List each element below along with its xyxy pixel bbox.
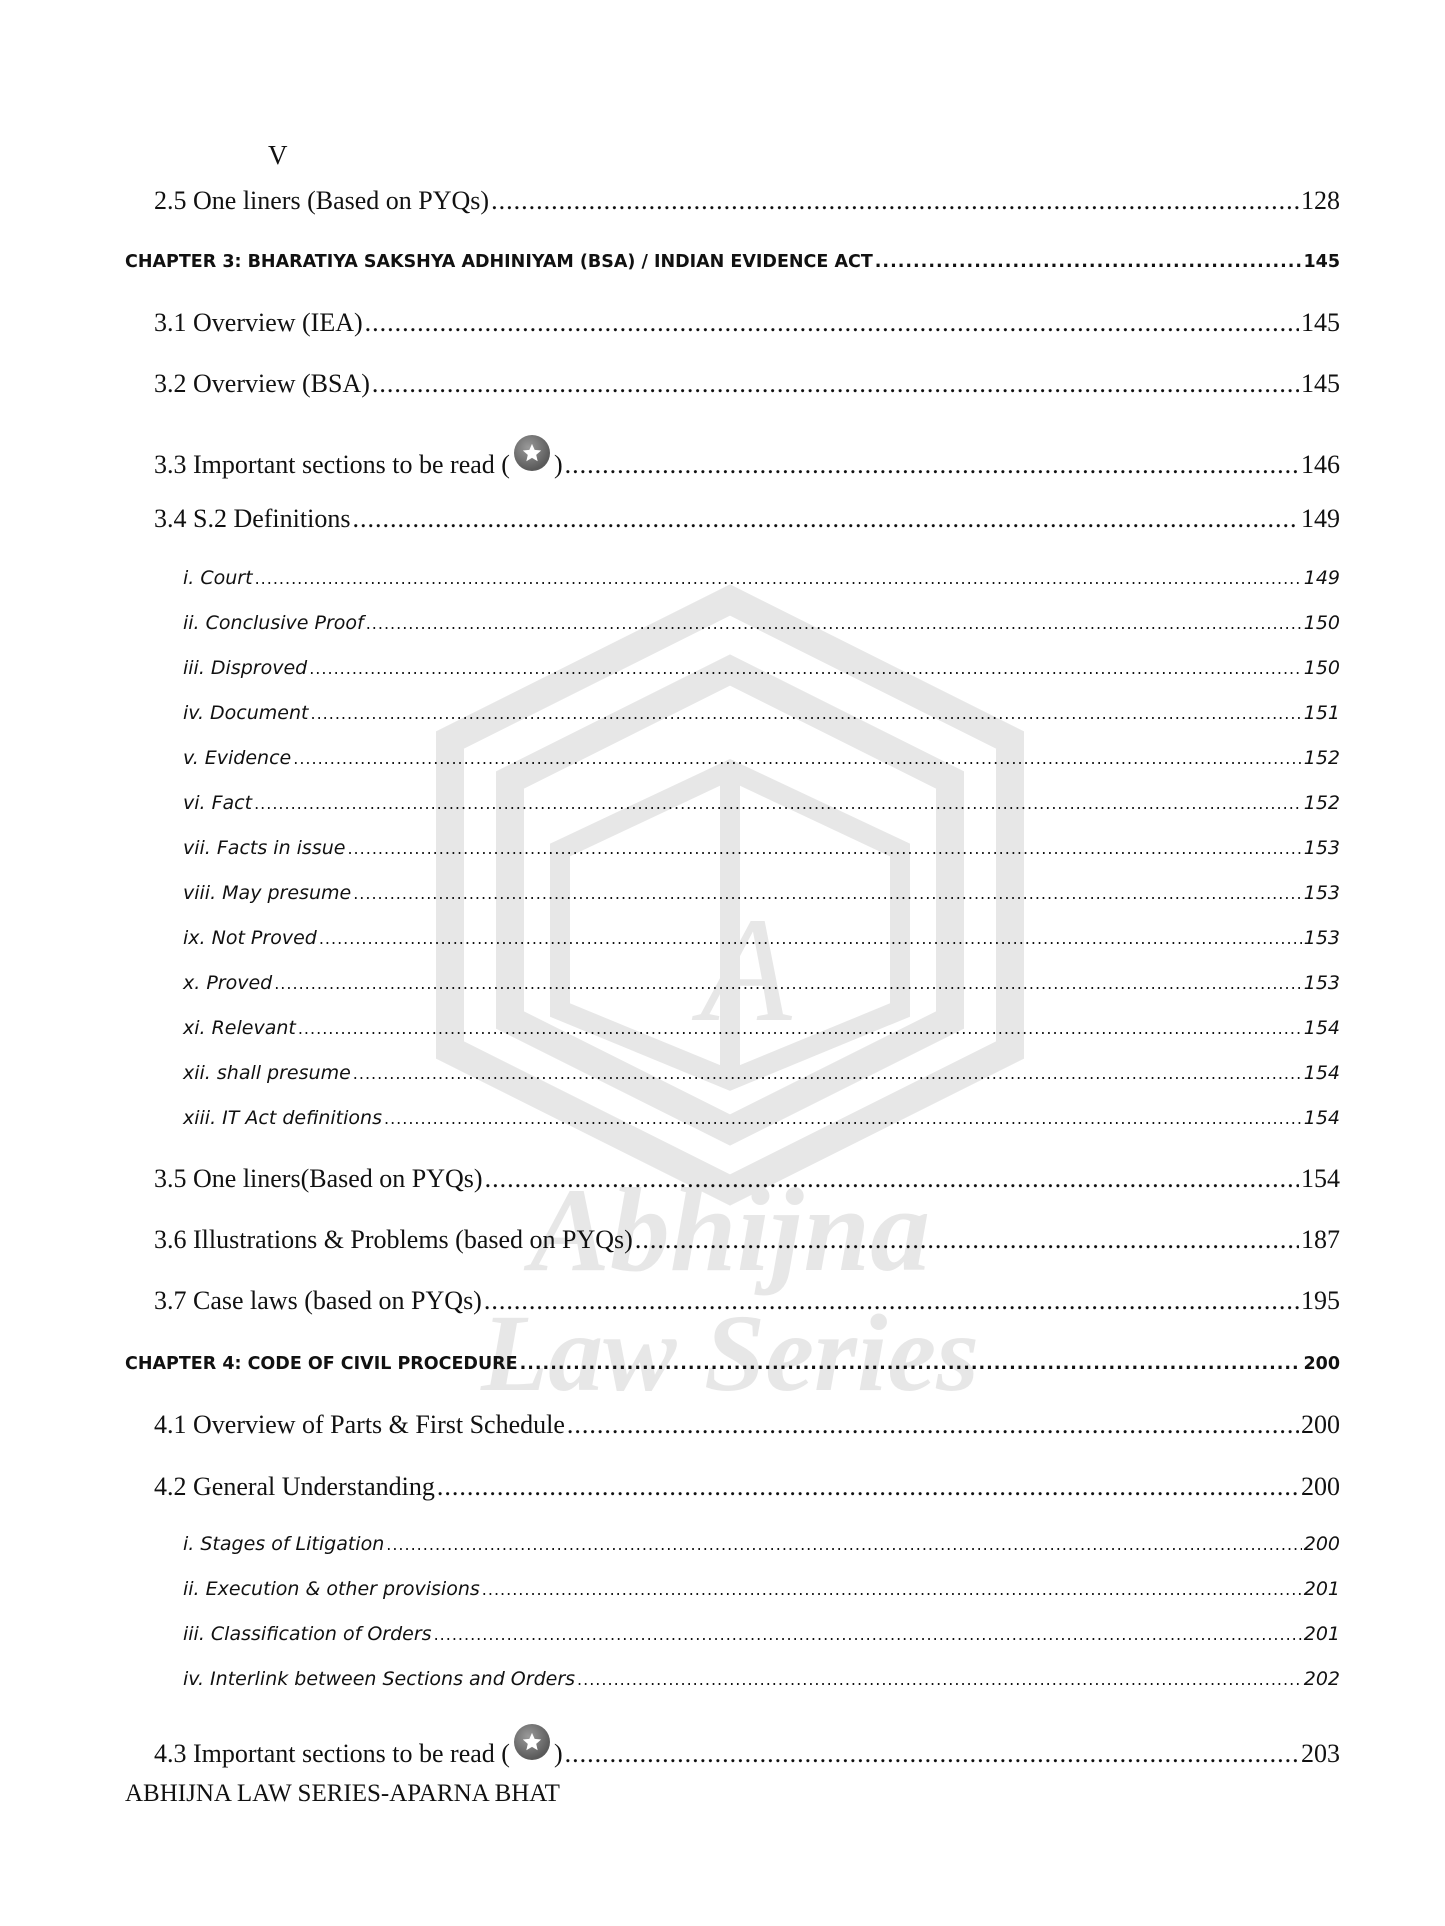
toc-entry-page: 200 bbox=[1303, 1533, 1340, 1555]
toc-entry[interactable] bbox=[154, 504, 1340, 534]
toc-entry-label: viii. May presume bbox=[183, 882, 352, 904]
toc-entry-label: CHAPTER 4: CODE OF CIVIL PROCEDURE bbox=[125, 1354, 518, 1374]
toc-entry-page: 146 bbox=[1301, 450, 1340, 479]
toc-subentry[interactable] bbox=[183, 882, 1340, 904]
toc-entry-label-suffix: ) bbox=[553, 1739, 563, 1768]
toc-entry-page: 149 bbox=[1303, 567, 1340, 589]
toc-entry-page: 201 bbox=[1303, 1623, 1340, 1645]
toc-entry-label: iv. Interlink between Sections and Orders bbox=[183, 1668, 576, 1690]
toc-entry-page: 128 bbox=[1301, 186, 1340, 215]
toc-entry-page: 202 bbox=[1303, 1668, 1340, 1690]
toc-entry-label: xiii. IT Act definitions bbox=[183, 1107, 382, 1129]
toc-chapter-heading[interactable] bbox=[125, 1354, 1340, 1374]
toc-entry-page: 154 bbox=[1301, 1164, 1340, 1193]
toc-entry-page: 153 bbox=[1303, 927, 1340, 949]
toc-entry-page: 145 bbox=[1301, 369, 1340, 398]
toc-entry-label: 3.4 S.2 Definitions bbox=[154, 504, 351, 533]
toc-entry-page: 201 bbox=[1303, 1578, 1340, 1600]
page-footer: ABHIJNA LAW SERIES-APARNA BHAT bbox=[125, 1780, 560, 1807]
toc-entry-label: 3.1 Overview (IEA) bbox=[154, 308, 363, 337]
page-number: V bbox=[268, 140, 288, 170]
toc-subentry[interactable] bbox=[183, 1107, 1340, 1129]
toc-entry[interactable] bbox=[154, 1225, 1340, 1255]
toc-subentry[interactable] bbox=[183, 1578, 1340, 1600]
star-badge-icon bbox=[514, 435, 550, 471]
toc-subentry[interactable] bbox=[183, 1668, 1340, 1690]
toc-subentry[interactable] bbox=[183, 1533, 1340, 1555]
toc-entry-page: 145 bbox=[1301, 308, 1340, 337]
toc-entry-label: i. Stages of Litigation bbox=[183, 1533, 385, 1555]
toc-entry-label: 3.7 Case laws (based on PYQs) bbox=[154, 1286, 482, 1315]
toc-entry-label: ix. Not Proved bbox=[183, 927, 317, 949]
toc-subentry[interactable] bbox=[183, 747, 1340, 769]
toc-entry-label: 3.2 Overview (BSA) bbox=[154, 369, 370, 398]
toc-entry[interactable] bbox=[154, 1286, 1340, 1316]
toc-entry-label: iii. Disproved bbox=[183, 657, 308, 679]
toc-entry-label: 3.6 Illustrations & Problems (based on PYQs) bbox=[154, 1225, 633, 1254]
toc-entry-page: 152 bbox=[1303, 747, 1340, 769]
toc-entry-label: i. Court bbox=[183, 567, 253, 589]
toc-entry[interactable] bbox=[154, 308, 1340, 338]
toc-entry-label: CHAPTER 3: BHARATIYA SAKSHYA ADHINIYAM (BSA) / INDIAN EVIDENCE ACT bbox=[125, 252, 873, 272]
toc-entry-label: x. Proved bbox=[183, 972, 273, 994]
toc-entry-label: v. Evidence bbox=[183, 747, 292, 769]
toc-entry-label: 4.1 Overview of Parts & First Schedule bbox=[154, 1410, 565, 1439]
toc-entry-page: 187 bbox=[1301, 1225, 1340, 1254]
toc-entry-label: ii. Conclusive Proof bbox=[183, 612, 364, 634]
toc-entry-label: 4.2 General Understanding bbox=[154, 1472, 435, 1501]
toc-entry[interactable] bbox=[154, 1164, 1340, 1194]
toc-entry-label: iv. Document bbox=[183, 702, 309, 724]
watermark-line2: Law Series bbox=[480, 1292, 980, 1400]
toc-chapter-heading[interactable] bbox=[125, 252, 1340, 272]
toc-entry[interactable] bbox=[154, 1472, 1340, 1502]
watermark-monogram: A bbox=[700, 887, 792, 1053]
toc-entry-page: 200 bbox=[1301, 1410, 1340, 1439]
toc-subentry[interactable] bbox=[183, 1623, 1340, 1645]
toc-entry[interactable] bbox=[154, 1730, 1340, 1769]
toc-entry[interactable] bbox=[154, 441, 1340, 480]
toc-entry-label: 3.3 Important sections to be read ( bbox=[154, 450, 510, 479]
toc-entry-label: 3.5 One liners(Based on PYQs) bbox=[154, 1164, 483, 1193]
toc-subentry[interactable] bbox=[183, 567, 1340, 589]
toc-entry-label: vii. Facts in issue bbox=[183, 837, 346, 859]
toc-entry-page: 150 bbox=[1303, 612, 1340, 634]
toc-subentry[interactable] bbox=[183, 657, 1340, 679]
toc-entry-page: 200 bbox=[1303, 1354, 1340, 1374]
toc-subentry[interactable] bbox=[183, 792, 1340, 814]
toc-entry-label: vi. Fact bbox=[183, 792, 253, 814]
toc-entry-page: 153 bbox=[1303, 972, 1340, 994]
toc-entry-page: 145 bbox=[1303, 252, 1340, 272]
toc-entry-label: ii. Execution & other provisions bbox=[183, 1578, 480, 1600]
toc-entry-page: 195 bbox=[1301, 1286, 1340, 1315]
toc-entry-page: 153 bbox=[1303, 882, 1340, 904]
watermark-line1: Abhijna bbox=[529, 1163, 931, 1296]
toc-subentry[interactable] bbox=[183, 1062, 1340, 1084]
toc-entry-label: xii. shall presume bbox=[183, 1062, 351, 1084]
toc-entry-label: xi. Relevant bbox=[183, 1017, 296, 1039]
toc-entry[interactable] bbox=[154, 369, 1340, 399]
toc-entry[interactable] bbox=[154, 186, 1340, 216]
toc-subentry[interactable] bbox=[183, 702, 1340, 724]
toc-entry-page: 200 bbox=[1301, 1472, 1340, 1501]
toc-entry-page: 154 bbox=[1303, 1062, 1340, 1084]
toc-entry-page: 150 bbox=[1303, 657, 1340, 679]
toc-entry-page: 153 bbox=[1303, 837, 1340, 859]
toc-entry-page: 151 bbox=[1303, 702, 1340, 724]
star-badge-icon bbox=[514, 1724, 550, 1760]
toc-entry-page: 149 bbox=[1301, 504, 1340, 533]
toc-subentry[interactable] bbox=[183, 972, 1340, 994]
toc-entry-page: 154 bbox=[1303, 1017, 1340, 1039]
toc-entry-page: 154 bbox=[1303, 1107, 1340, 1129]
toc-entry[interactable] bbox=[154, 1410, 1340, 1440]
toc-entry-label: 4.3 Important sections to be read ( bbox=[154, 1739, 510, 1768]
toc-subentry[interactable] bbox=[183, 1017, 1340, 1039]
toc-subentry[interactable] bbox=[183, 837, 1340, 859]
toc-subentry[interactable] bbox=[183, 927, 1340, 949]
toc-subentry[interactable] bbox=[183, 612, 1340, 634]
toc-entry-page: 203 bbox=[1301, 1739, 1340, 1768]
toc-entry-label: 2.5 One liners (Based on PYQs) bbox=[154, 186, 490, 215]
toc-entry-label-suffix: ) bbox=[553, 450, 563, 479]
toc-entry-label: iii. Classification of Orders bbox=[183, 1623, 432, 1645]
toc-entry-page: 152 bbox=[1303, 792, 1340, 814]
